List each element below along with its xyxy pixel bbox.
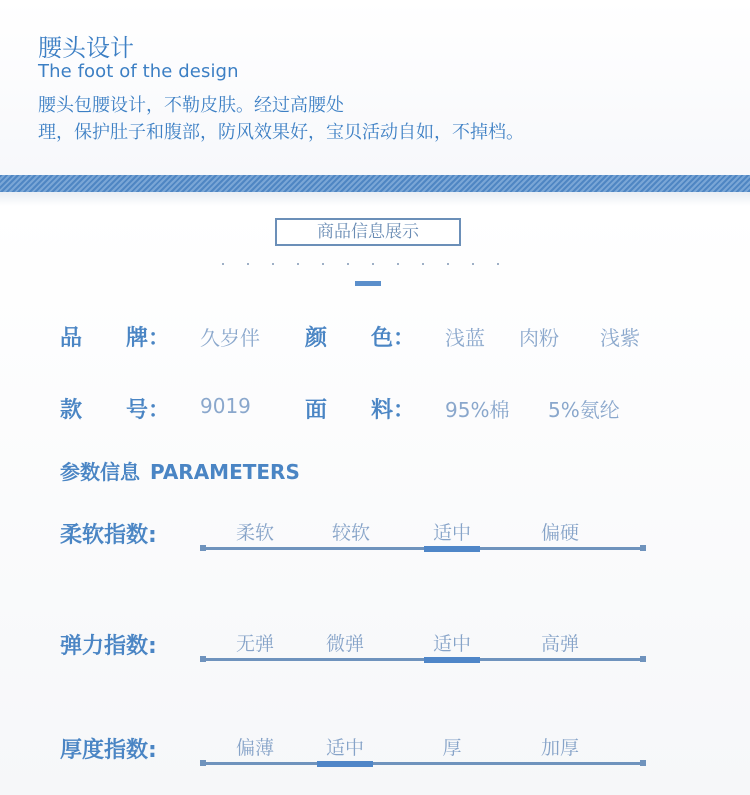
section-accent-dash — [355, 281, 381, 286]
scale-selected-marker — [424, 657, 480, 663]
scale-track — [202, 658, 644, 661]
color-value: 浅蓝 — [445, 326, 485, 350]
parameters-heading — [60, 456, 300, 485]
description-line-1: 腰头包腰设计，不勒皮肤。经过高腰处 — [38, 95, 344, 116]
scale-option: 偏硬 — [540, 522, 580, 544]
scale-selected-marker — [317, 761, 373, 767]
scale-option: 加厚 — [540, 737, 580, 759]
scale-end-right — [640, 656, 646, 662]
scale-option: 较软 — [331, 522, 371, 544]
fabric-value: 95%棉 — [445, 398, 510, 422]
section-title-box: 商品信息展示 — [275, 218, 461, 246]
scale-option: 适中 — [432, 633, 472, 655]
scale-end-left — [200, 545, 206, 551]
scale-end-right — [640, 545, 646, 551]
scale-track — [202, 547, 644, 550]
scale-option: 无弹 — [235, 633, 275, 655]
color-label: 颜 色： — [305, 326, 416, 351]
scale-end-left — [200, 760, 206, 766]
thickness-scale — [200, 733, 646, 763]
model-value: 9019 — [200, 394, 251, 418]
scale-option: 高弹 — [540, 633, 580, 655]
scale-option: 微弹 — [325, 633, 365, 655]
description-line-2: 理，保护肚子和腹部，防风效果好，宝贝活动自如，不掉档。 — [38, 122, 524, 143]
scale-option: 适中 — [432, 522, 472, 544]
elasticity-scale — [200, 629, 646, 659]
thickness-label: 厚度指数: — [60, 738, 157, 763]
header-panel — [0, 0, 750, 175]
divider-shadow — [0, 192, 750, 206]
page-subtitle: The foot of the design — [38, 61, 239, 82]
fabric-value: 5%氨纶 — [548, 398, 620, 422]
scale-track — [202, 762, 644, 765]
info-panel — [0, 206, 750, 795]
parameters-title: 参数信息 — [60, 460, 140, 484]
softness-label: 柔软指数: — [60, 523, 157, 548]
fabric-label: 面 料： — [305, 398, 416, 423]
scale-selected-marker — [424, 546, 480, 552]
softness-scale — [200, 518, 646, 548]
color-value: 浅紫 — [600, 326, 640, 350]
scale-end-right — [640, 760, 646, 766]
brand-label: 品 牌： — [60, 326, 171, 351]
elasticity-label: 弹力指数: — [60, 634, 157, 659]
page-title: 腰头设计 — [38, 34, 134, 62]
model-label: 款 号： — [60, 398, 171, 423]
scale-end-left — [200, 656, 206, 662]
brand-value: 久岁伴 — [200, 326, 260, 350]
scale-option: 厚 — [442, 737, 462, 759]
scale-option: 适中 — [325, 737, 365, 759]
dotted-decoration — [218, 258, 518, 268]
scale-option: 柔软 — [235, 522, 275, 544]
parameters-title-en: PARAMETERS — [150, 460, 300, 484]
striped-divider — [0, 175, 750, 192]
color-value: 肉粉 — [519, 326, 559, 350]
scale-option: 偏薄 — [235, 737, 275, 759]
